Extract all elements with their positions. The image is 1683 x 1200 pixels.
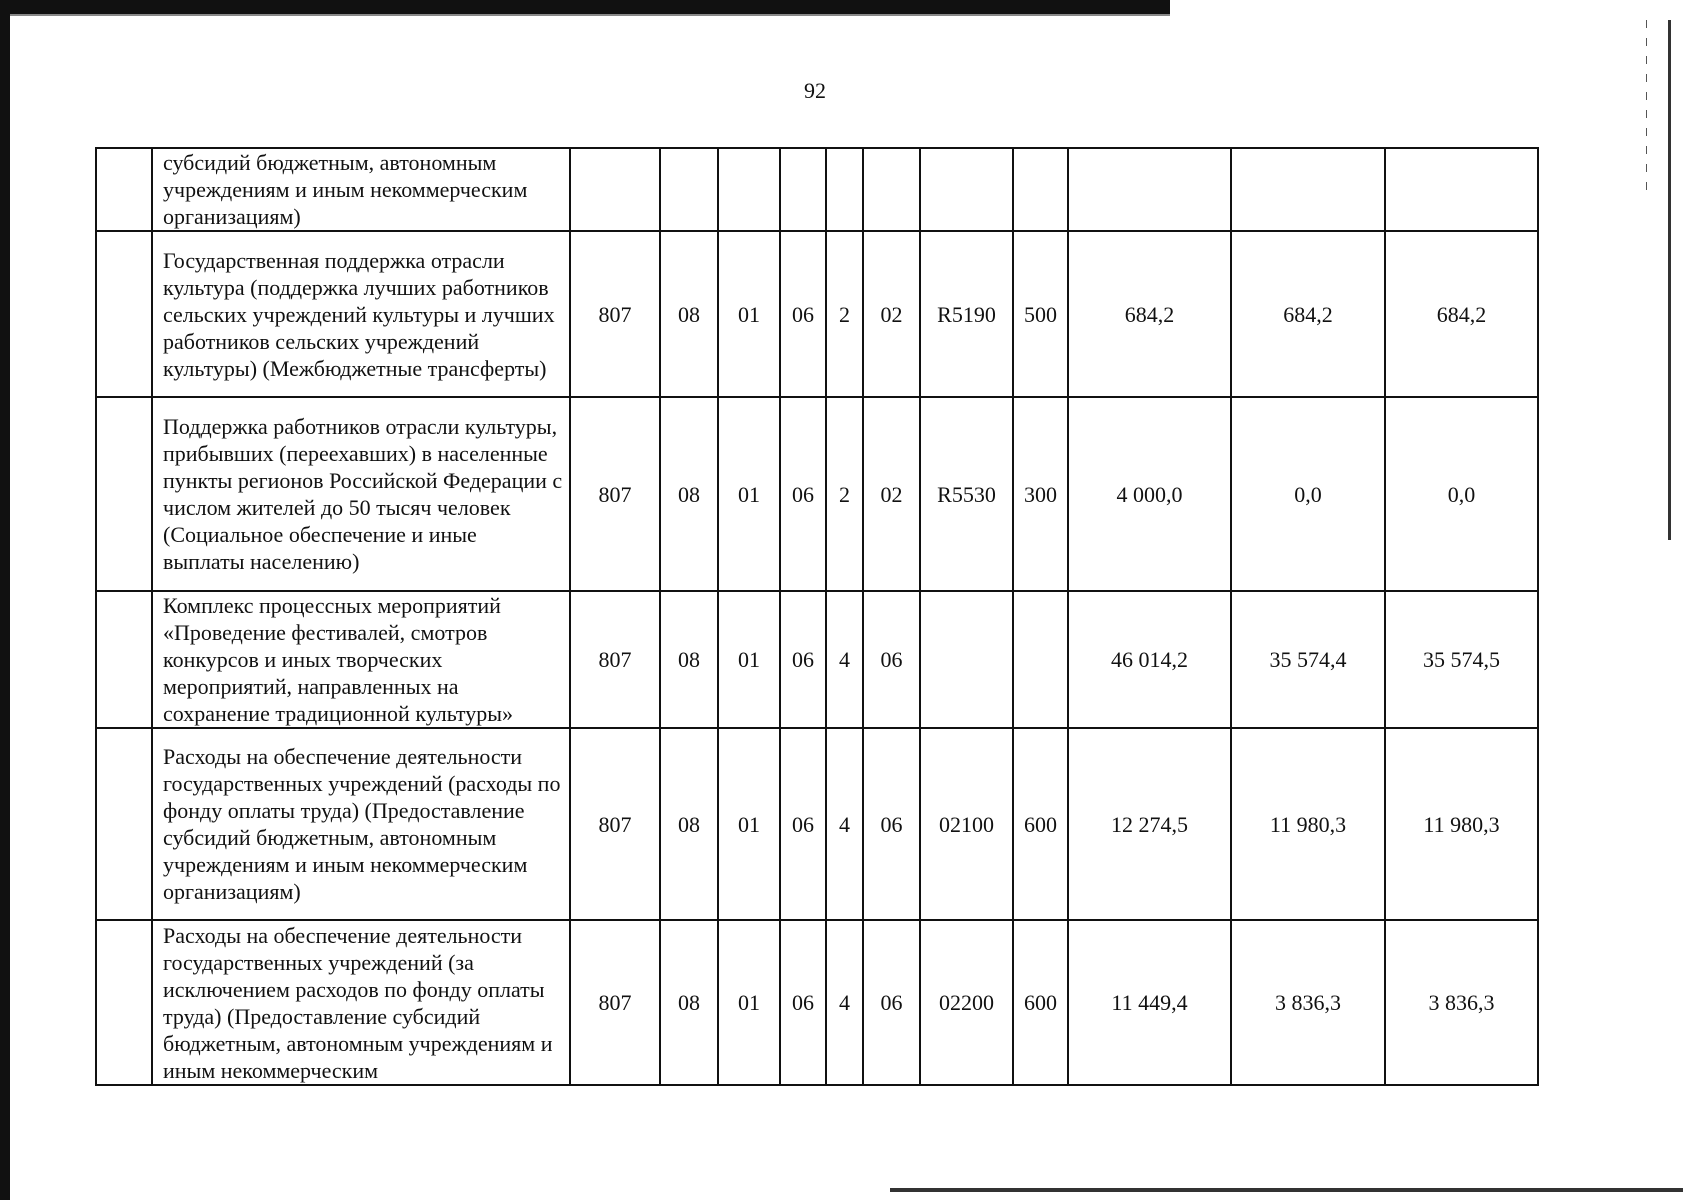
direction-cell: 02100 [920,728,1013,920]
subsection-cell: 01 [718,231,780,397]
amount-2-cell: 3 836,3 [1231,920,1385,1085]
amount-1-cell: 4 000,0 [1068,397,1231,591]
table-row [96,148,1538,231]
row-number-cell [96,920,152,1085]
description-cell: субсидий бюджетным, автономным учреждениям и иным некоммерческим организациям) [152,148,570,231]
description-cell: Расходы на обеспечение деятельности государственных учреждений (за исключением расходов по фонду оплаты труда) (Предоставление субсидий бюджетным, автономным учреждениям и иным некоммерческим [152,920,570,1085]
section-cell: 08 [660,728,718,920]
amount-3-cell: 11 980,3 [1385,728,1538,920]
description-cell: Комплекс процессных мероприятий «Проведение фестивалей, смотров конкурсов и иных творческих мероприятий, направленных на сохранение традиционной культуры» [152,591,570,728]
amount-3-cell [1385,148,1538,231]
program-cell: 06 [780,728,826,920]
direction-cell: R5190 [920,231,1013,397]
program-cell: 06 [780,920,826,1085]
amount-3-cell: 35 574,5 [1385,591,1538,728]
expense-type-cell: 500 [1013,231,1068,397]
description-cell: Государственная поддержка отрасли культура (поддержка лучших работников сельских учреждений культуры и лучших работников сельских учреждений культуры) (Межбюджетные трансферты) [152,231,570,397]
budget-table [95,147,1539,1086]
page-number: 92 [804,78,826,103]
subprogram-cell: 4 [826,591,863,728]
amount-2-cell: 11 980,3 [1231,728,1385,920]
section-cell: 08 [660,397,718,591]
event-cell [863,148,920,231]
subsection-cell [718,148,780,231]
amount-2-cell: 684,2 [1231,231,1385,397]
amount-3-cell: 3 836,3 [1385,920,1538,1085]
amount-2-cell [1231,148,1385,231]
subsection-cell: 01 [718,591,780,728]
table-row [96,920,1538,1085]
row-number-cell [96,148,152,231]
ministry-cell: 807 [570,920,660,1085]
expense-type-cell: 600 [1013,728,1068,920]
program-cell [780,148,826,231]
table-row [96,231,1538,397]
ministry-cell: 807 [570,397,660,591]
amount-1-cell: 12 274,5 [1068,728,1231,920]
event-cell: 06 [863,728,920,920]
direction-cell [920,148,1013,231]
table-row [96,591,1538,728]
section-cell: 08 [660,231,718,397]
row-number-cell [96,728,152,920]
amount-1-cell: 46 014,2 [1068,591,1231,728]
ministry-cell: 807 [570,231,660,397]
section-cell: 08 [660,591,718,728]
description-cell: Расходы на обеспечение деятельности государственных учреждений (расходы по фонду оплаты труда) (Предоставление субсидий бюджетным, автономным учреждениям и иным некоммерческим организациям) [152,728,570,920]
ministry-cell: 807 [570,728,660,920]
ministry-cell [570,148,660,231]
row-number-cell [96,397,152,591]
amount-2-cell: 35 574,4 [1231,591,1385,728]
section-cell: 08 [660,920,718,1085]
event-cell: 06 [863,591,920,728]
scan-border-top-shadow [0,14,1170,16]
subsection-cell: 01 [718,397,780,591]
amount-3-cell: 0,0 [1385,397,1538,591]
scan-border-bottom [890,1188,1683,1192]
expense-type-cell [1013,148,1068,231]
subsection-cell: 01 [718,920,780,1085]
ministry-cell: 807 [570,591,660,728]
row-number-cell [96,231,152,397]
scan-border-right-dashed [1646,20,1647,190]
row-number-cell [96,591,152,728]
event-cell: 06 [863,920,920,1085]
program-cell: 06 [780,591,826,728]
event-cell: 02 [863,397,920,591]
direction-cell [920,591,1013,728]
event-cell: 02 [863,231,920,397]
section-cell [660,148,718,231]
amount-1-cell: 684,2 [1068,231,1231,397]
subprogram-cell: 4 [826,920,863,1085]
scan-border-right [1668,20,1671,540]
subprogram-cell [826,148,863,231]
program-cell: 06 [780,397,826,591]
direction-cell: R5530 [920,397,1013,591]
subprogram-cell: 2 [826,231,863,397]
subprogram-cell: 2 [826,397,863,591]
subprogram-cell: 4 [826,728,863,920]
expense-type-cell: 300 [1013,397,1068,591]
table-row [96,728,1538,920]
amount-1-cell [1068,148,1231,231]
scan-border-top [0,0,1170,14]
amount-1-cell: 11 449,4 [1068,920,1231,1085]
expense-type-cell: 600 [1013,920,1068,1085]
amount-3-cell: 684,2 [1385,231,1538,397]
expense-type-cell [1013,591,1068,728]
table-row [96,397,1538,591]
amount-2-cell: 0,0 [1231,397,1385,591]
subsection-cell: 01 [718,728,780,920]
direction-cell: 02200 [920,920,1013,1085]
scan-border-left [0,0,10,1200]
description-cell: Поддержка работников отрасли культуры, прибывших (переехавших) в населенные пункты регионов Российской Федерации с числом жителей до 50 тысяч человек (Социальное обеспечение и иные выплаты населению) [152,397,570,591]
program-cell: 06 [780,231,826,397]
